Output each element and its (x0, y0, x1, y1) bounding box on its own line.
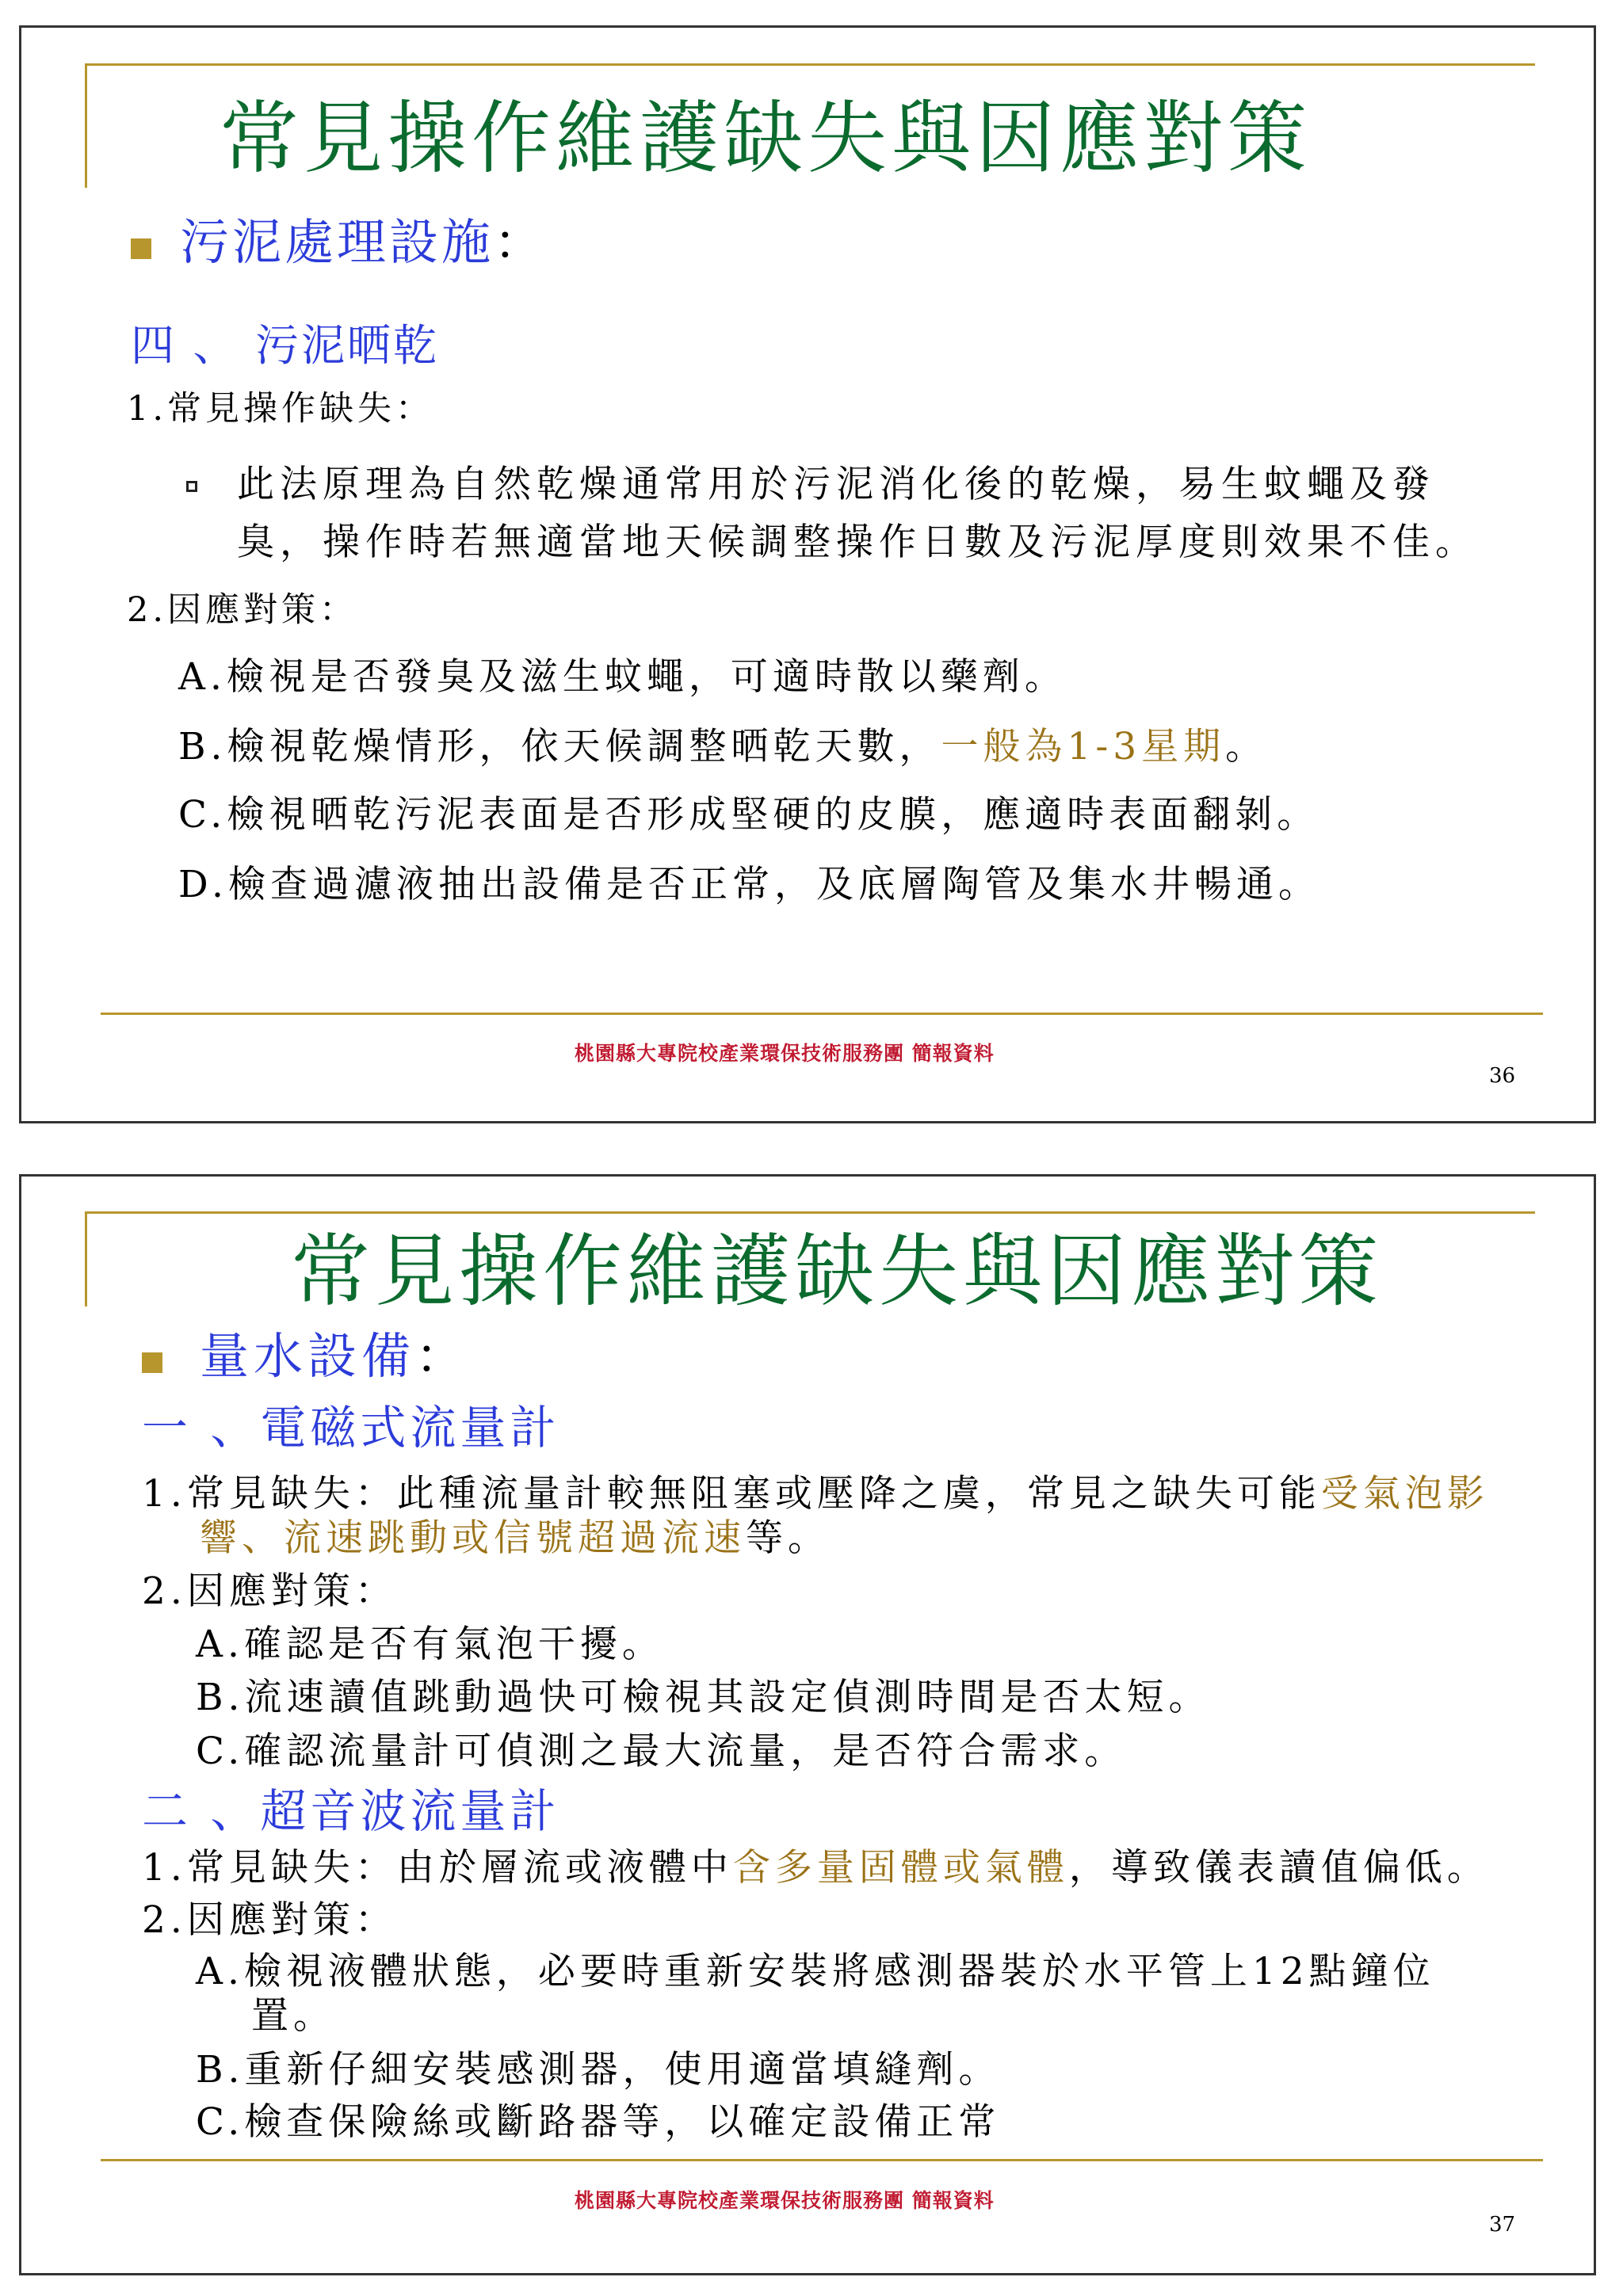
title-rule (85, 63, 1535, 66)
bullet-heading: 污泥處理設施： (180, 213, 547, 271)
section-1-heading: 一 、電磁式流量計 (142, 1401, 560, 1455)
sub-bullet-line-1: 此法原理為自然乾燥通常用於污泥消化後的乾燥，易生蚊蠅及發 (237, 463, 1435, 506)
slide-title: 常見操作維護缺失與因應對策 (220, 92, 1312, 185)
s2-item-1: 1.常見缺失：由於層流或液體中含多量固體或氣體，導致儀表讀值偏低。 (142, 1846, 1489, 1890)
square-bullet-icon (142, 1352, 162, 1373)
footer-rule (101, 2159, 1543, 2161)
slide-36 (19, 25, 1596, 1123)
slide-37 (19, 1174, 1596, 2275)
sub-bullet-line-2: 臭，操作時若無適當地天候調整操作日數及污泥厚度則效果不佳。 (237, 521, 1478, 564)
measure-c: C.檢視晒乾污泥表面是否形成堅硬的皮膜，應適時表面翻剝。 (178, 793, 1319, 837)
footer-rule (101, 1013, 1543, 1015)
s2-measure-b: B.重新仔細安裝感測器，使用適當填縫劑。 (196, 2048, 1001, 2092)
title-rule-left (85, 1211, 87, 1306)
item-2-label: 2.因應對策： (127, 590, 358, 630)
bullet-heading: 量水設備： (200, 1327, 470, 1385)
slide-title: 常見操作維護缺失與因應對策 (291, 1225, 1383, 1318)
measure-d: D.檢查過濾液抽出設備是否正常，及底層陶管及集水井暢通。 (178, 863, 1320, 906)
page-number: 36 (1489, 1064, 1516, 1088)
title-rule-left (85, 63, 87, 188)
s1-measure-b: B.流速讀值跳動過快可檢視其設定偵測時間是否太短。 (196, 1676, 1211, 1719)
square-bullet-icon (131, 238, 151, 259)
footer-caption: 桃園縣大專院校產業環保技術服務團 簡報資料 (575, 1042, 995, 1065)
measure-b: B.檢視乾燥情形，依天候調整晒乾天數，一般為1-3星期。 (178, 725, 1268, 769)
hollow-square-bullet-icon (186, 481, 197, 492)
s1-item-1-line-1: 1.常見缺失：此種流量計較無阻塞或壓降之虞，常見之缺失可能受氣泡影 (142, 1472, 1489, 1516)
s2-measure-a-line-1: A.檢視液體狀態，必要時重新安裝將感測器裝於水平管上12點鐘位 (196, 1950, 1435, 1993)
s1-item-1-line-2: 響、流速跳動或信號超過流速等。 (200, 1516, 830, 1560)
section-heading: 四 、 污泥晒乾 (131, 320, 439, 371)
footer-caption: 桃園縣大專院校產業環保技術服務團 簡報資料 (575, 2189, 995, 2212)
s2-measure-c: C.檢查保險絲或斷路器等，以確定設備正常 (196, 2100, 1001, 2144)
s1-measure-c: C.確認流量計可偵測之最大流量，是否符合需求。 (196, 1730, 1127, 1773)
section-2-heading: 二 、超音波流量計 (142, 1784, 560, 1838)
s2-measure-a-line-2: 置。 (251, 1994, 335, 2038)
measure-a: A.檢視是否發臭及滋生蚊蠅，可適時散以藥劑。 (178, 655, 1067, 699)
page-number: 37 (1489, 2213, 1516, 2237)
s1-item-2-label: 2.因應對策： (142, 1569, 397, 1613)
s1-measure-a: A.確認是否有氣泡干擾。 (196, 1623, 664, 1666)
s2-item-2-label: 2.因應對策： (142, 1898, 397, 1942)
title-rule (85, 1211, 1535, 1214)
item-1-label: 1.常見操作缺失： (127, 389, 434, 429)
